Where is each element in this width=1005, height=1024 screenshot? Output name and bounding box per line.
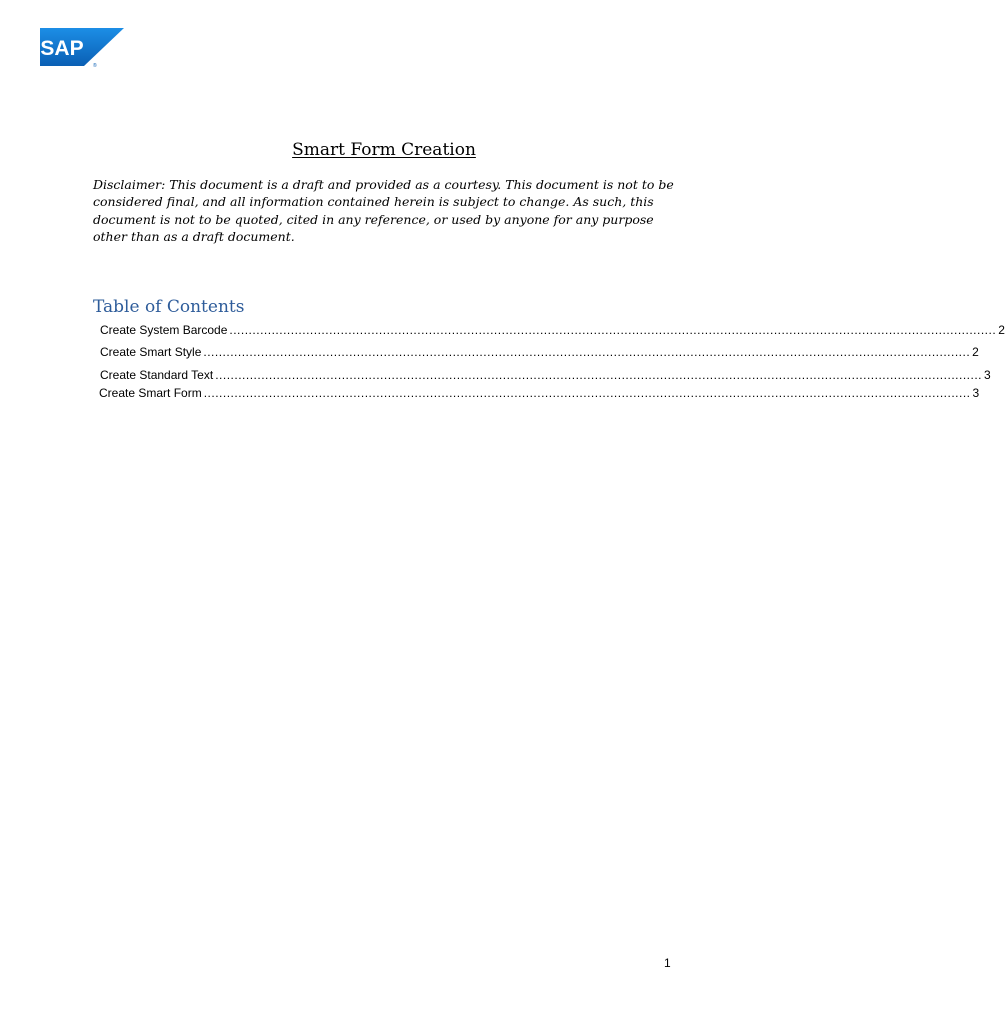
svg-text:®: ® [93, 63, 97, 69]
sap-logo [40, 28, 124, 68]
toc-entry[interactable] [100, 323, 1005, 337]
toc-dot-leader: ........................................................................................................................................................................................................ [215, 368, 982, 382]
toc-entry-page: 3 [983, 368, 991, 382]
page-number: 1 [664, 956, 671, 970]
toc-entry-label: Create Standard Text [100, 368, 214, 382]
toc-dot-leader: ........................................................................................................................................................................................................ [203, 345, 971, 359]
toc-entry-label: Create Smart Form [99, 386, 202, 400]
toc-entry-page: 3 [972, 386, 980, 400]
toc-entry[interactable] [100, 368, 991, 382]
toc-dot-leader: ........................................................................................................................................................................................................ [203, 386, 971, 400]
toc-entry-page: 2 [998, 323, 1005, 337]
toc-entry-label: Create Smart Style [100, 345, 202, 359]
disclaimer-text: Disclaimer: This document is a draft and provided as a courtesy. This document is not to be considered final, and all information contained herein is subject to change. As such, this document is not to be quoted, cited in any reference, or used by anyone for any purpose other than as a draft document. [93, 177, 674, 244]
sap-logo-text: SAP [40, 37, 84, 60]
toc-entry[interactable] [99, 386, 980, 400]
toc-entry[interactable] [100, 345, 979, 359]
document-title [0, 140, 768, 160]
toc-entry-page: 2 [972, 345, 979, 359]
toc-entry-label: Create System Barcode [100, 323, 228, 337]
document-title-text: Smart Form Creation [292, 140, 476, 160]
toc-heading: Table of Contents [93, 297, 245, 317]
toc-dot-leader: ........................................................................................................................................................................................................ [229, 323, 997, 337]
